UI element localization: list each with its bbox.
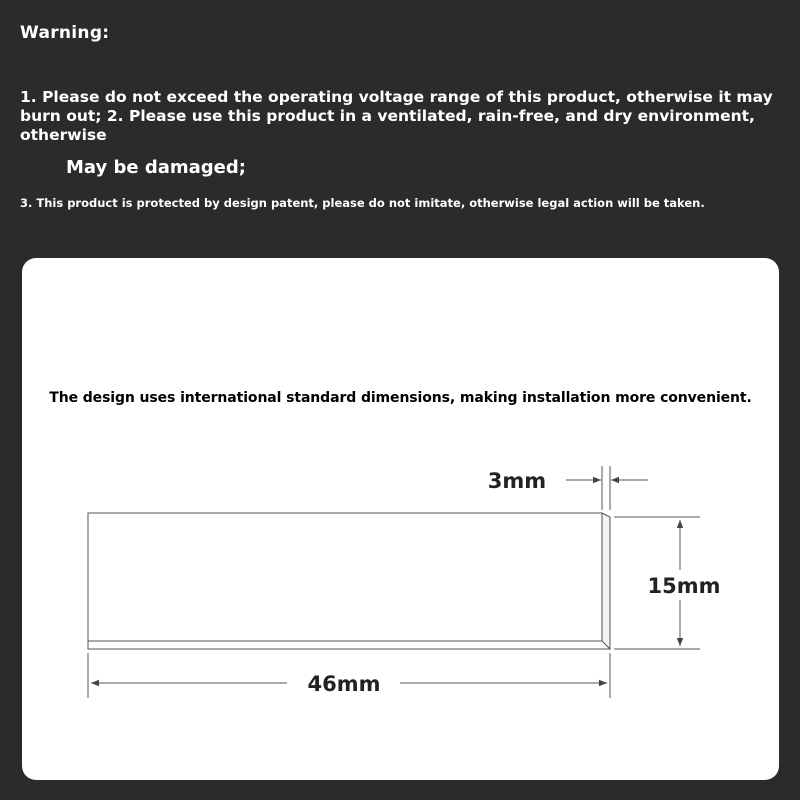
plate-front-face	[88, 513, 602, 641]
height-label: 15mm	[647, 574, 721, 598]
warning-note-damaged: May be damaged;	[66, 157, 246, 178]
plate-shape	[88, 513, 610, 649]
warning-note-1-2: 1. Please do not exceed the operating voltage range of this product, otherwise it may burn out; 2. Please use this product in a ventilated, rain-free, and dry environment, otherwise	[20, 88, 773, 144]
warning-title: Warning:	[20, 23, 110, 43]
thickness-label: 3mm	[487, 469, 547, 493]
dimension-drawing	[22, 258, 779, 780]
plate-thickness-edge	[602, 513, 610, 649]
dimension-caption: The design uses international standard dimensions, making installation more convenient.	[49, 390, 752, 406]
thickness-dimension	[566, 466, 648, 510]
warning-note-3: 3. This product is protected by design patent, please do not imitate, otherwise legal action will be taken.	[20, 196, 705, 210]
length-label: 46mm	[307, 672, 381, 696]
plate-bottom-edge	[88, 641, 610, 649]
dimension-panel	[22, 258, 779, 780]
